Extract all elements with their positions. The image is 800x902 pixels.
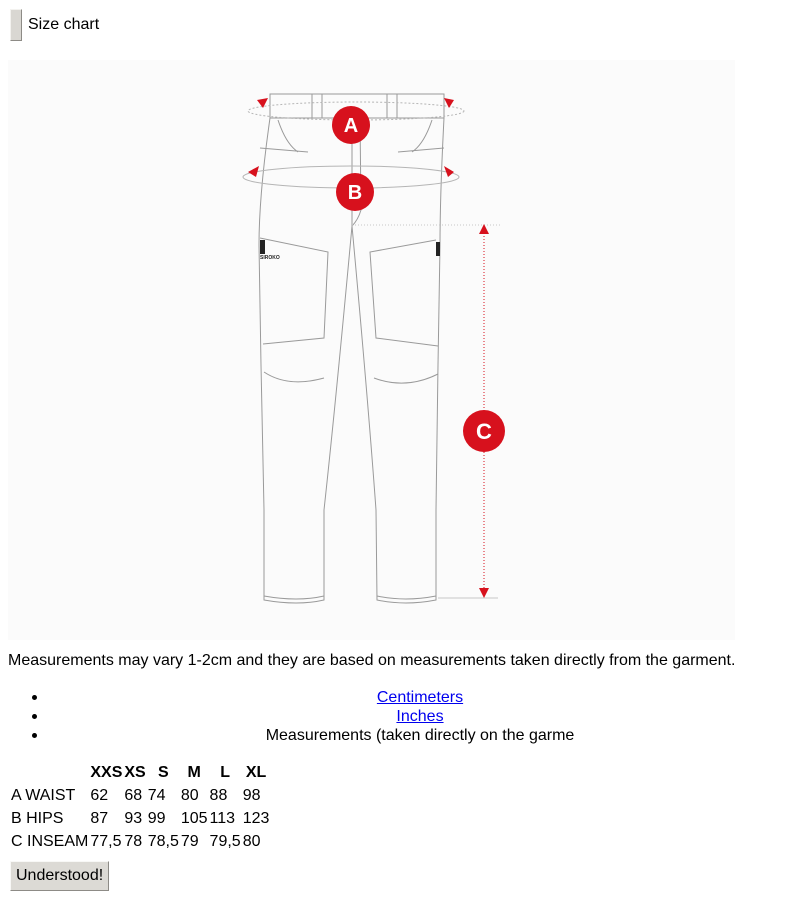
- table-row: [11, 831, 269, 852]
- table-cell: 88: [209, 786, 228, 804]
- table-cell: 99: [147, 809, 166, 827]
- table-header-cell: [11, 762, 88, 783]
- table-cell: 93: [124, 809, 143, 827]
- table-row: [11, 808, 269, 829]
- pants-measurement-diagram: [8, 60, 735, 640]
- size-chart-title: Size chart: [28, 16, 100, 33]
- label-b: B: [347, 182, 363, 204]
- label-a-badge: [332, 106, 370, 144]
- table-cell: 62: [90, 786, 109, 804]
- row-label: B HIPS: [11, 809, 64, 827]
- row-label: C INSEAM: [11, 832, 89, 850]
- label-a: A: [343, 115, 359, 137]
- table-header-cell: S: [157, 763, 169, 781]
- table-cell: 78: [124, 832, 143, 850]
- table-cell: 87: [90, 809, 109, 827]
- tab-centimeters: [0, 688, 800, 707]
- table-cell: 68: [124, 786, 143, 804]
- table-cell: 80: [242, 832, 261, 850]
- tab-measurements: [0, 726, 800, 745]
- table-cell: 79: [180, 832, 199, 850]
- pants-outline: [259, 94, 444, 603]
- label-c: C: [476, 419, 492, 444]
- label-c-badge: [463, 410, 505, 452]
- table-header-cell: XXS: [90, 763, 123, 781]
- tab-inches: [0, 707, 800, 726]
- size-chart-header: [10, 9, 99, 41]
- brand-logo: SIROKO: [260, 255, 280, 261]
- table-cell: 78,5: [147, 832, 179, 850]
- inches-link[interactable]: Inches: [396, 708, 444, 725]
- table-cell: 79,5: [209, 832, 241, 850]
- table-header-row: [11, 762, 269, 783]
- label-b-badge: [336, 173, 374, 211]
- table-header-cell: XL: [245, 763, 267, 781]
- table-header-cell: M: [187, 763, 201, 781]
- table-cell: 105: [180, 809, 208, 827]
- size-table: [9, 760, 271, 854]
- table-cell: 80: [180, 786, 199, 804]
- table-header-cell: XS: [124, 763, 146, 781]
- measurement-note: Measurements may vary 1-2cm and they are based on measurements taken directly from the garment.: [8, 652, 736, 669]
- table-cell: 113: [209, 809, 236, 827]
- table-cell: 77,5: [90, 832, 122, 850]
- measurements-description: Measurements (taken directly on the garme: [265, 727, 575, 744]
- table-row: [11, 785, 269, 806]
- size-chart-toggle-button[interactable]: [10, 9, 22, 41]
- table-cell: 123: [242, 809, 270, 827]
- centimeters-link[interactable]: Centimeters: [376, 689, 464, 706]
- table-cell: 98: [242, 786, 261, 804]
- understood-button[interactable]: Understood!: [10, 861, 109, 891]
- table-header-cell: L: [220, 763, 230, 781]
- table-cell: 74: [147, 786, 166, 804]
- unit-tabs: [0, 688, 800, 745]
- row-label: A WAIST: [11, 786, 76, 804]
